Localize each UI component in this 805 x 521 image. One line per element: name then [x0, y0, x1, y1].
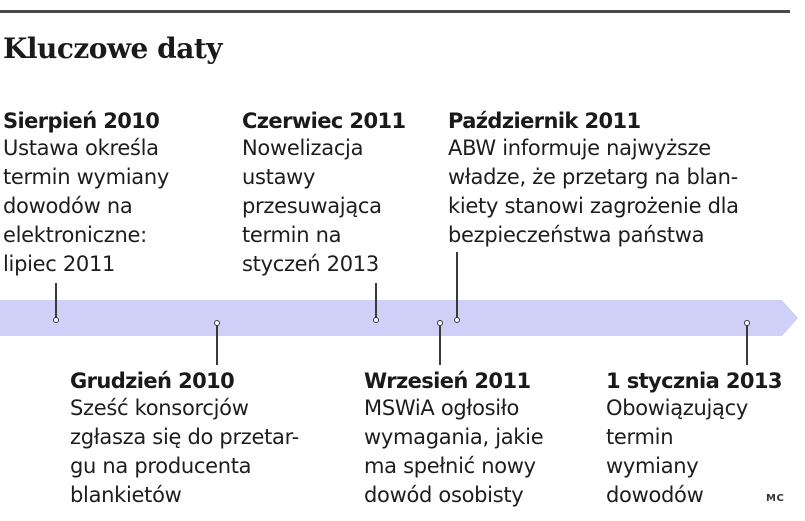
timeline-marker-pazdziernik-2011 [454, 317, 460, 323]
event-1-stycznia-2013 [606, 368, 801, 510]
event-date: Czerwiec 2011 [242, 109, 406, 133]
event-description: MSWiA ogłosiło wymagania, jakie ma spełnić nowy dowód osobisty [364, 396, 544, 507]
event-date: Sierpień 2010 [3, 109, 160, 133]
page-title: Kluczowe daty [3, 32, 223, 65]
timeline-marker-czerwiec-2011 [373, 317, 379, 323]
timeline-connector-grudzien-2010 [216, 325, 218, 365]
timeline-connector-wrzesien-2011 [439, 325, 441, 365]
timeline-connector-czerwiec-2011 [375, 283, 377, 320]
event-czerwiec-2011 [242, 108, 442, 279]
timeline-arrowhead [782, 300, 798, 336]
event-description: Nowelizacja ustawy przesuwająca termin na styczeń 2013 [242, 136, 382, 276]
event-description: Obowiązujący termin wymiany dowodów [606, 396, 748, 507]
timeline-marker-sierpien-2010 [53, 317, 59, 323]
event-date: Październik 2011 [448, 109, 641, 133]
timeline-band [0, 300, 782, 336]
event-description: Sześć konsorcjów zgłasza się do przetar- gu na producenta blankietów [70, 396, 299, 507]
author-credit: MC [766, 493, 785, 504]
timeline-connector-sierpien-2010 [55, 283, 57, 320]
event-description: Ustawa określa termin wymiany dowodów na elektroniczne: lipiec 2011 [3, 136, 169, 276]
event-pazdziernik-2011 [448, 108, 798, 250]
event-grudzien-2010 [70, 368, 350, 510]
event-description: ABW informuje najwyższe władze, że przetarg na blan- kiety stanowi zagrożenie dla bezpieczeństwa państwa [448, 136, 739, 247]
event-wrzesien-2011 [364, 368, 594, 510]
event-date: Grudzień 2010 [70, 369, 235, 393]
top-rule [0, 10, 790, 13]
event-date: 1 stycznia 2013 [606, 369, 782, 393]
timeline-connector-pazdziernik-2011 [456, 252, 458, 320]
timeline-connector-1-stycznia-2013 [746, 325, 748, 365]
event-sierpien-2010 [3, 108, 233, 279]
event-date: Wrzesień 2011 [364, 369, 531, 393]
